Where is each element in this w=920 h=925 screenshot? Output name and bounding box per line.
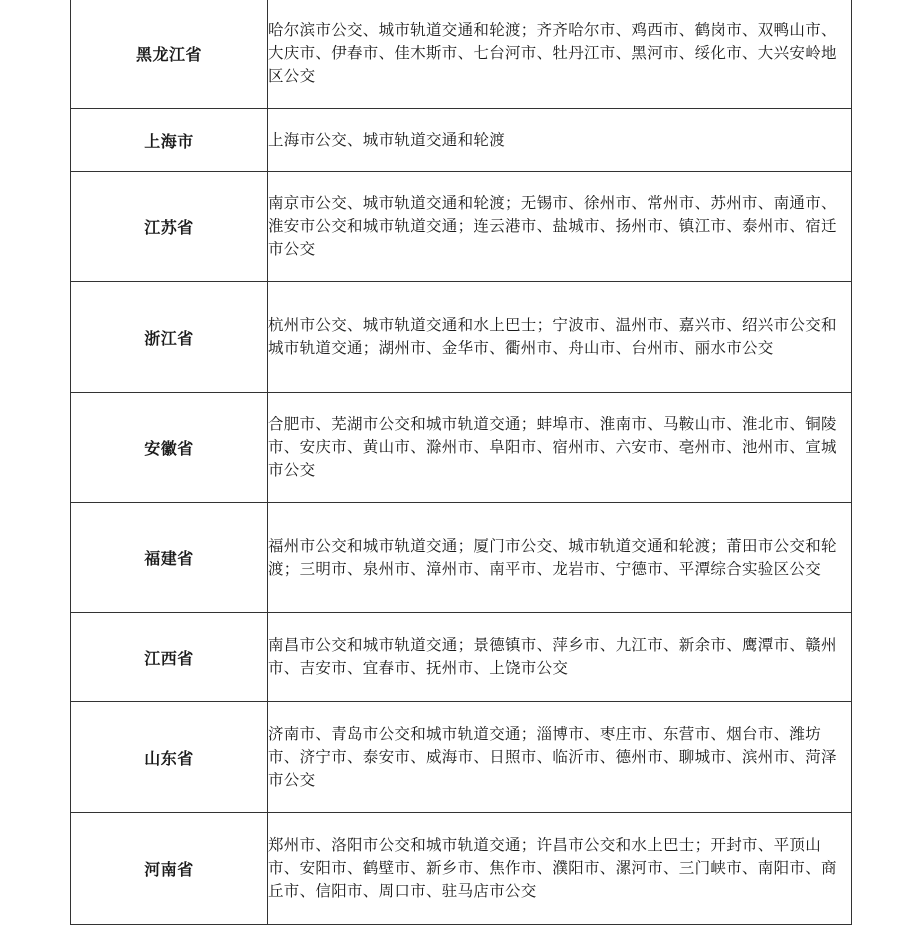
cities-text: 郑州市、洛阳市公交和城市轨道交通；许昌市公交和水上巴士；开封市、平顶山市、安阳市、鹤壁市、新乡市、焦作市、濮阳市、漯河市、三门峡市、南阳市、商丘市、信阳市、周口市、驻马店市公交: [268, 813, 852, 925]
cities-text: 杭州市公交、城市轨道交通和水上巴士；宁波市、温州市、嘉兴市、绍兴市公交和城市轨道交通；湖州市、金华市、衢州市、舟山市、台州市、丽水市公交: [268, 282, 852, 393]
province-name: 山东省: [71, 702, 268, 813]
cities-text: 南昌市公交和城市轨道交通；景德镇市、萍乡市、九江市、新余市、鹰潭市、赣州市、吉安市、宜春市、抚州市、上饶市公交: [268, 613, 852, 702]
table-row: [71, 393, 852, 503]
cities-text: 南京市公交、城市轨道交通和轮渡；无锡市、徐州市、常州市、苏州市、南通市、淮安市公交和城市轨道交通；连云港市、盐城市、扬州市、镇江市、泰州市、宿迁市公交: [268, 172, 852, 282]
province-name: 福建省: [71, 503, 268, 613]
cities-text: 福州市公交和城市轨道交通；厦门市公交、城市轨道交通和轮渡；莆田市公交和轮渡；三明市、泉州市、漳州市、南平市、龙岩市、宁德市、平潭综合实验区公交: [268, 503, 852, 613]
table-row: [71, 503, 852, 613]
province-name: 安徽省: [71, 393, 268, 503]
cities-text: 哈尔滨市公交、城市轨道交通和轮渡；齐齐哈尔市、鸡西市、鹤岗市、双鸭山市、大庆市、伊春市、佳木斯市、七台河市、牡丹江市、黑河市、绥化市、大兴安岭地区公交: [268, 0, 852, 109]
cities-text: 合肥市、芜湖市公交和城市轨道交通；蚌埠市、淮南市、马鞍山市、淮北市、铜陵市、安庆市、黄山市、滁州市、阜阳市、宿州市、六安市、亳州市、池州市、宣城市公交: [268, 393, 852, 503]
region-transit-table: [70, 0, 852, 925]
table-row: [71, 109, 852, 172]
table-row: [71, 702, 852, 813]
table-row: [71, 282, 852, 393]
province-name: 河南省: [71, 813, 268, 925]
table-row: [71, 813, 852, 925]
province-name: 黑龙江省: [71, 0, 268, 109]
province-name: 江西省: [71, 613, 268, 702]
province-name: 江苏省: [71, 172, 268, 282]
cities-text: 上海市公交、城市轨道交通和轮渡: [268, 109, 852, 172]
cities-text: 济南市、青岛市公交和城市轨道交通；淄博市、枣庄市、东营市、烟台市、潍坊市、济宁市、泰安市、威海市、日照市、临沂市、德州市、聊城市、滨州市、菏泽市公交: [268, 702, 852, 813]
province-name: 上海市: [71, 109, 268, 172]
table-row: [71, 613, 852, 702]
province-name: 浙江省: [71, 282, 268, 393]
table-row: [71, 0, 852, 109]
table-row: [71, 172, 852, 282]
